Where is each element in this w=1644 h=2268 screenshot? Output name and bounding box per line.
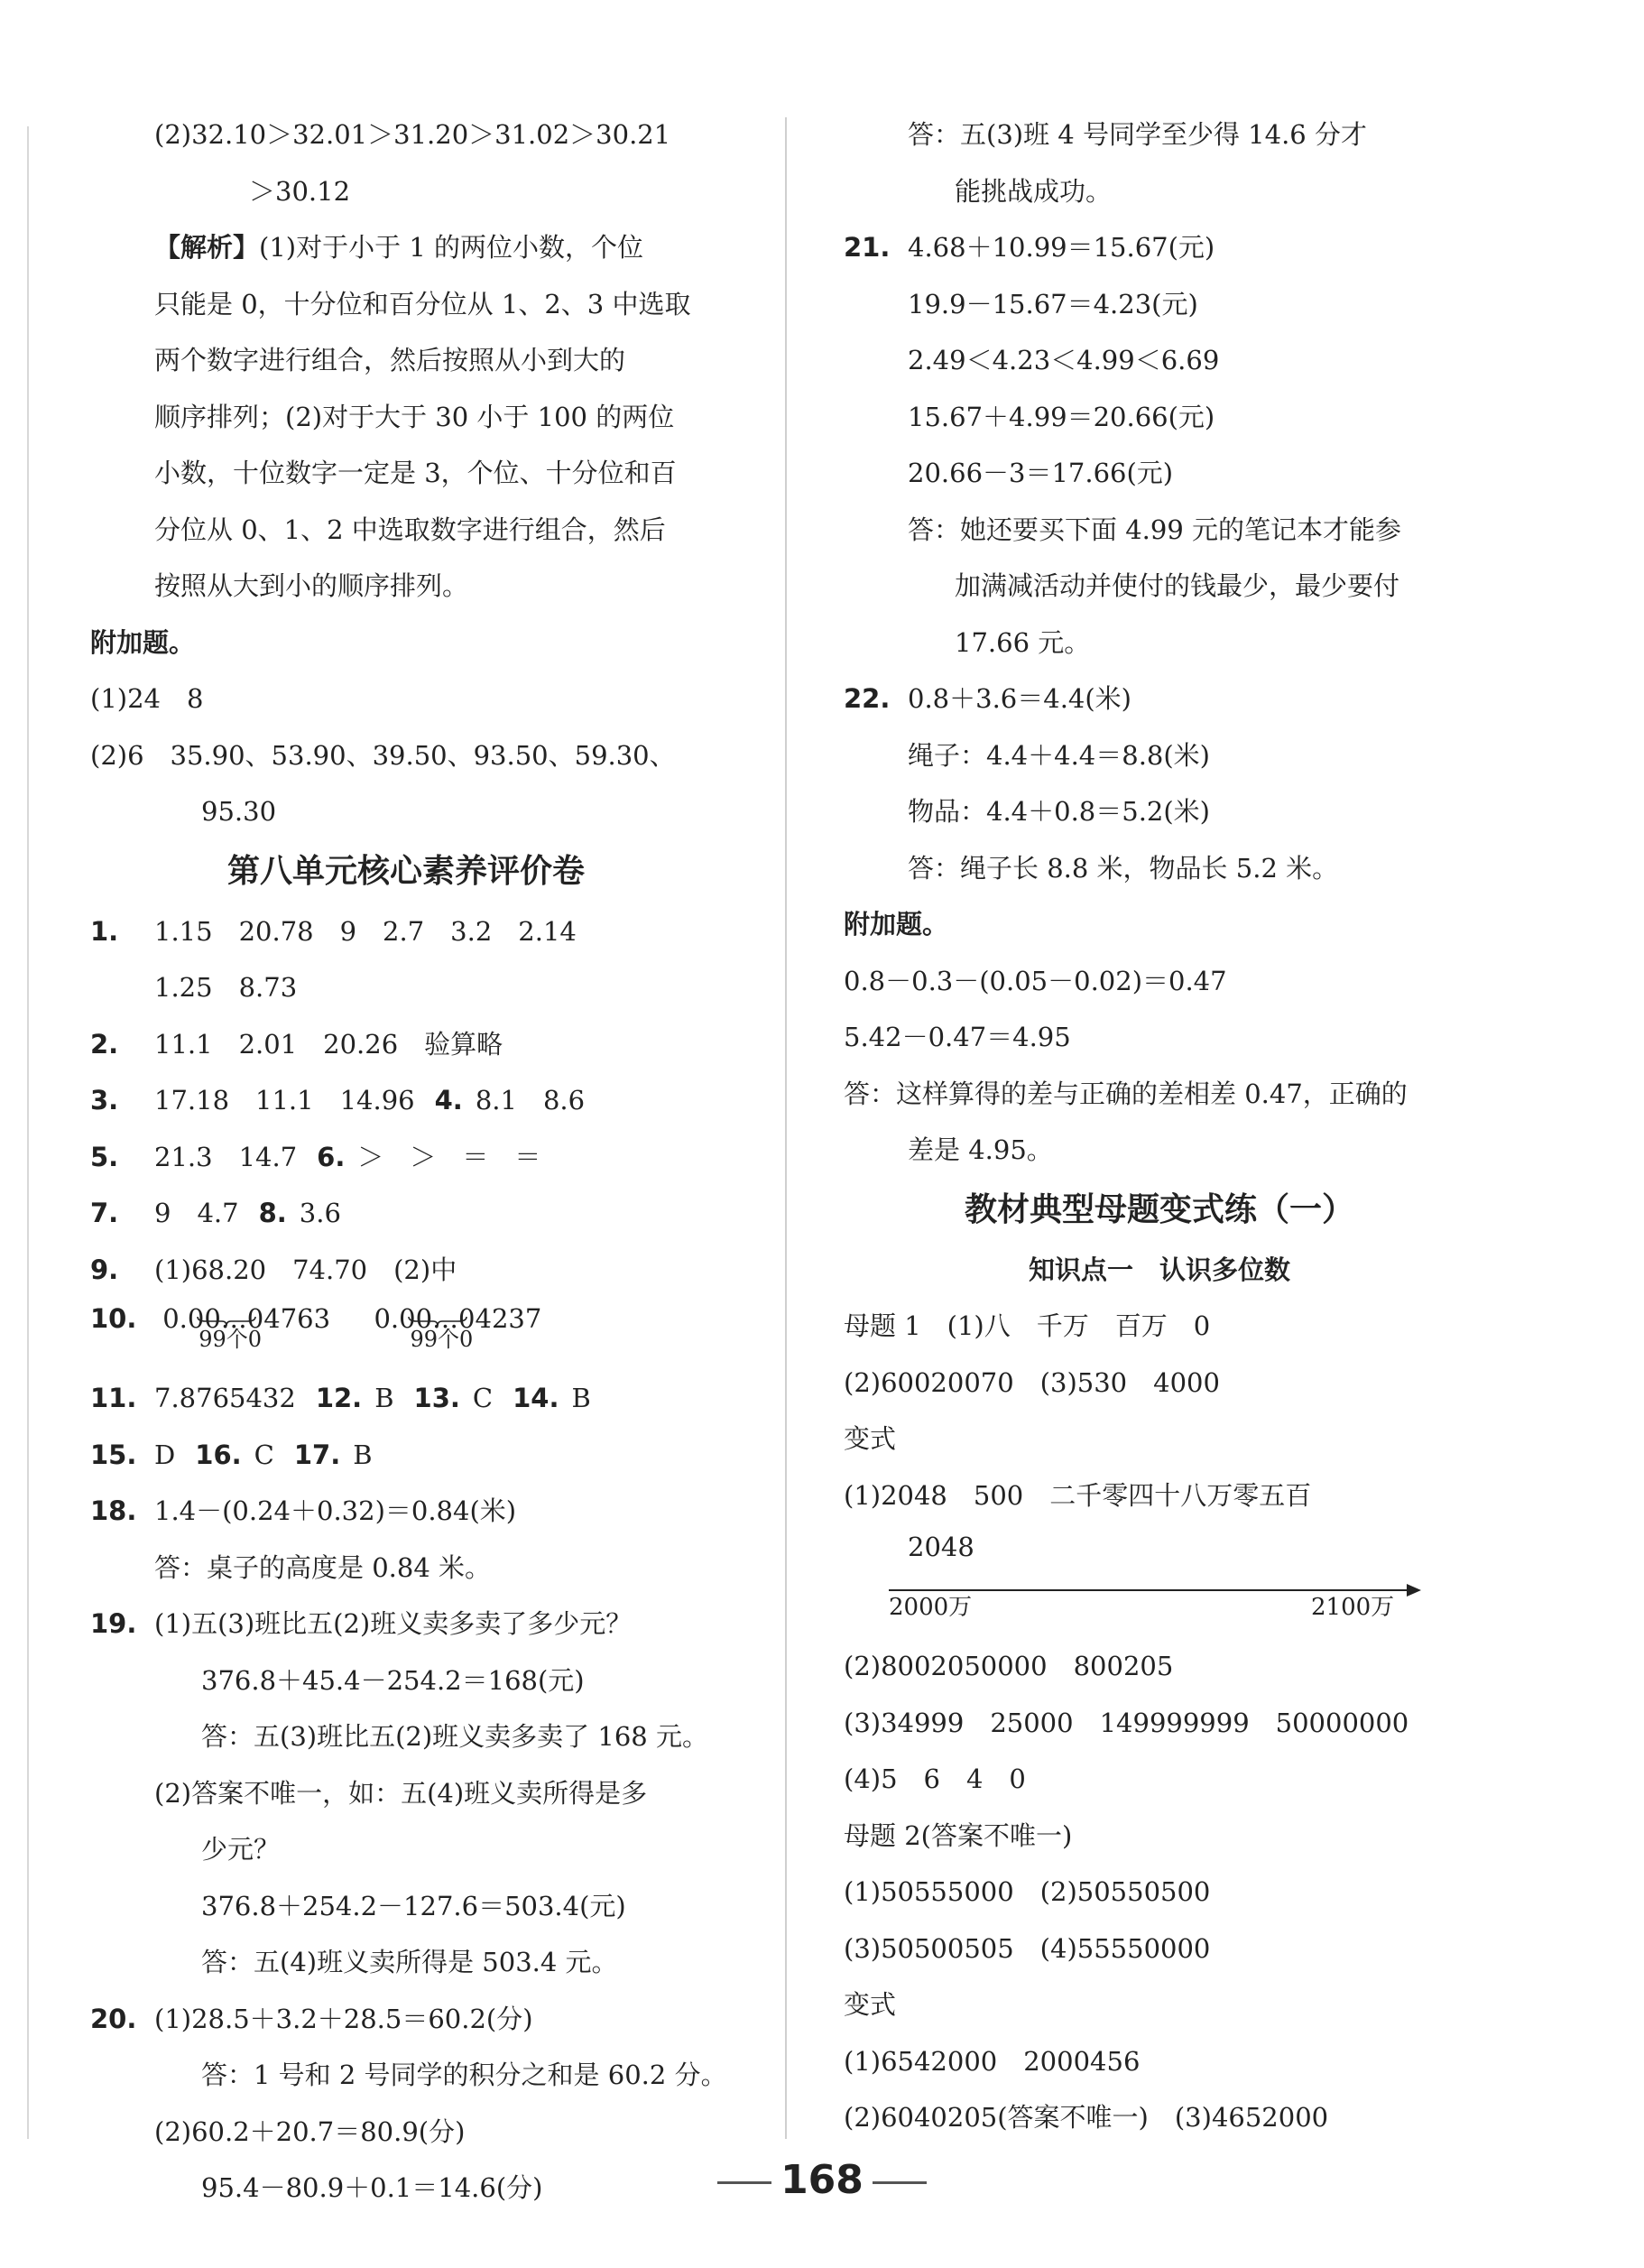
- question-9: [90, 1242, 722, 1299]
- question-number: 12.: [315, 1383, 363, 1413]
- answer-line: 答：这样算得的差与正确的差相差 0.47，正确的: [844, 1078, 1408, 1109]
- question-19: [90, 1596, 722, 1652]
- number-line-left-label: 2000万: [889, 1594, 973, 1621]
- answer-text: ＞ ＞ ＝ ＝: [357, 1141, 541, 1172]
- underbrace-icon: [197, 1316, 256, 1327]
- analysis-line: 只能是 0，十分位和百分位从 1、2、3 中选取: [154, 288, 691, 319]
- arrow-head-icon: [1407, 1584, 1421, 1597]
- variant-label: 变式: [844, 1989, 897, 2020]
- answer-line: 1.25 8.73: [154, 972, 298, 1003]
- answer-line: 绳子：4.4＋4.4＝8.8(米): [908, 739, 1210, 771]
- analysis-line: 按照从大到小的顺序排列。: [154, 570, 469, 601]
- question-number: 18.: [90, 1495, 137, 1526]
- answer-text: 7.8765432: [154, 1383, 296, 1413]
- answer-line: 95.4－80.9＋0.1＝14.6(分): [201, 2172, 543, 2203]
- answer-line: 差是 4.95。: [908, 1134, 1053, 1165]
- answer-line: (2)6040205(答案不唯一) (3)4652000: [844, 2102, 1329, 2133]
- question-number: 7.: [90, 1198, 119, 1228]
- answer-line: (2)60.2＋20.7＝80.9(分): [154, 2115, 466, 2147]
- answer-line: 答：五(3)班比五(2)班义卖多卖了 168 元。: [201, 1721, 708, 1752]
- answer-line: ＞30.12: [249, 175, 351, 207]
- answer-line: 答：1 号和 2 号同学的积分之和是 60.2 分。: [201, 2060, 727, 2090]
- analysis-line: [90, 219, 722, 276]
- answer-text: 1.15 20.78 9 2.7 3.2 2.14: [154, 915, 577, 947]
- question-number: 11.: [90, 1383, 137, 1413]
- question-number: 3.: [90, 1085, 119, 1115]
- question-21: [844, 219, 1475, 276]
- column-divider: [785, 117, 787, 2139]
- answer-line: 答：五(3)班 4 号同学至少得 14.6 分才: [908, 119, 1367, 150]
- answer-text: C: [472, 1383, 494, 1413]
- section-title: 第八单元核心素养评价卷: [226, 852, 585, 890]
- question-number: 8.: [258, 1198, 287, 1228]
- analysis-line: 分位从 0、1、2 中选取数字进行组合，然后: [154, 514, 666, 545]
- question-11-14: [90, 1370, 722, 1427]
- answer-text: 0.8＋3.6＝4.4(米): [908, 683, 1131, 714]
- answer-text: 11.1 2.01 20.26 验算略: [154, 1028, 503, 1060]
- answer-text: D: [154, 1439, 176, 1470]
- question-number: 17.: [293, 1439, 341, 1470]
- question-number: 16.: [195, 1439, 242, 1470]
- answer-text: C: [254, 1439, 274, 1470]
- answer-line: (3)34999 25000 149999999 50000000: [844, 1707, 1409, 1738]
- answer-text: 8.1 8.6: [475, 1085, 586, 1115]
- decimal-with-brace: [374, 1298, 542, 1352]
- answer-line: (2)60020070 (3)530 4000: [844, 1366, 1220, 1398]
- question-number: 4.: [434, 1085, 463, 1115]
- answer-text: 17.18 11.1 14.96: [154, 1085, 415, 1115]
- answer-text: 0.00…04237: [374, 1303, 542, 1334]
- answer-line: 2.49＜4.23＜4.99＜6.69: [908, 345, 1220, 375]
- question-18: [90, 1483, 722, 1540]
- answer-line: (4)5 6 4 0: [844, 1763, 1026, 1794]
- answer-line: 95.30: [201, 796, 277, 827]
- answer-line: 母题 1 (1)八 千万 百万 0: [844, 1310, 1211, 1341]
- answer-line: 能挑战成功。: [955, 175, 1113, 207]
- decimal-with-brace: [162, 1298, 331, 1352]
- question-number: 20.: [90, 2003, 137, 2034]
- answer-text: 21.3 14.7: [154, 1141, 298, 1172]
- answer-line: (2)32.10＞32.01＞31.20＞31.02＞30.21: [154, 119, 671, 150]
- answer-text: B: [353, 1439, 373, 1470]
- section-title: 教材典型母题变式练（一）: [964, 1190, 1354, 1228]
- answer-line: 答：绳子长 8.8 米，物品长 5.2 米。: [908, 852, 1339, 884]
- answer-line: 加满减活动并使付的钱最少，最少要付: [955, 570, 1400, 601]
- question-15-17: [90, 1427, 722, 1484]
- left-column: [90, 106, 727, 2217]
- extra-question-title: 附加题。: [844, 909, 949, 940]
- question-number: 15.: [90, 1439, 137, 1470]
- answer-text: 1.4－(0.24＋0.32)＝0.84(米): [154, 1495, 517, 1526]
- answer-line: (3)50500505 (4)55550000: [844, 1932, 1211, 1964]
- answer-line: 0.8－0.3－(0.05－0.02)＝0.47: [844, 965, 1227, 996]
- answer-text: 3.6: [299, 1198, 341, 1228]
- answer-text: (1)68.20 74.70 (2)中: [154, 1254, 457, 1285]
- brace-label: 99个0: [410, 1327, 474, 1352]
- answer-line: 17.66 元。: [955, 626, 1091, 658]
- right-column: [844, 106, 1475, 2146]
- question-2: [90, 1016, 722, 1073]
- question-number: 14.: [513, 1383, 559, 1413]
- knowledge-point-title: 知识点一 认识多位数: [1028, 1254, 1290, 1285]
- answer-line: (2)6 35.90、53.90、39.50、93.50、59.30、: [90, 739, 676, 771]
- analysis-line: 两个数字进行组合，然后按照从小到大的: [154, 345, 626, 375]
- question-number: 9.: [90, 1254, 119, 1285]
- analysis-text: (1)对于小于 1 的两位小数，个位: [259, 232, 643, 263]
- left-margin-line: [27, 126, 29, 2139]
- underbrace-icon: [408, 1316, 467, 1327]
- answer-line: (1)6542000 2000456: [844, 2045, 1141, 2077]
- answer-line: 母题 2(答案不唯一): [844, 1819, 1073, 1851]
- question-5-6: [90, 1129, 722, 1186]
- page-number-text: 168: [780, 2157, 864, 2203]
- answer-text: (1)28.5＋3.2＋28.5＝60.2(分): [154, 2003, 533, 2034]
- answer-text: 0.00…04763: [162, 1303, 331, 1334]
- question-number: 6.: [317, 1141, 346, 1172]
- answer-line: 答：桌子的高度是 0.84 米。: [154, 1551, 492, 1583]
- answer-line: (1)24 8: [90, 683, 204, 714]
- question-number: 21.: [844, 232, 891, 263]
- number-line: [844, 1570, 1475, 1638]
- answer-line: 物品：4.4＋0.8＝5.2(米): [908, 796, 1210, 827]
- answer-line: 19.9－15.67＝4.23(元): [908, 288, 1198, 319]
- answer-line: 少元？: [201, 1834, 281, 1865]
- answer-text: 4.68＋10.99＝15.67(元): [908, 232, 1215, 263]
- answer-line: 答：她还要买下面 4.99 元的笔记本才能参: [908, 514, 1402, 545]
- answer-line: 5.42－0.47＝4.95: [844, 1022, 1071, 1052]
- analysis-line: 顺序排列；(2)对于大于 30 小于 100 的两位: [154, 401, 675, 432]
- answer-line: 20.66－3＝17.66(元): [908, 458, 1174, 488]
- question-3-4: [90, 1072, 722, 1129]
- question-number: 1.: [90, 915, 119, 947]
- answer-line: (1)2048 500 二千零四十八万零五百: [844, 1479, 1312, 1511]
- brace-label: 99个0: [199, 1327, 263, 1352]
- answer-line: 376.8＋254.2－127.6＝503.4(元): [201, 1890, 626, 1921]
- question-number: 2.: [90, 1028, 119, 1060]
- answer-line: 15.67＋4.99＝20.66(元): [908, 401, 1215, 432]
- question-number: 22.: [844, 683, 891, 714]
- extra-question-title: 附加题。: [90, 626, 196, 658]
- analysis-tag: 【解析】: [154, 232, 260, 263]
- answer-line: 答：五(4)班义卖所得是 503.4 元。: [201, 1947, 618, 1977]
- question-10: [90, 1298, 722, 1370]
- answer-text: B: [374, 1383, 394, 1413]
- answer-text: (1)五(3)班比五(2)班义卖多卖了多少元？: [154, 1608, 633, 1639]
- number-line-right-label: 2100万: [1311, 1594, 1395, 1621]
- variant-label: 变式: [844, 1423, 897, 1454]
- question-7-8: [90, 1185, 722, 1242]
- analysis-line: 小数，十位数字一定是 3，个位、十分位和百: [154, 458, 677, 488]
- answer-text: 9 4.7: [154, 1198, 239, 1228]
- question-number: 10.: [90, 1303, 137, 1334]
- answer-text: B: [571, 1383, 591, 1413]
- answer-line: (2)答案不唯一，如：五(4)班义卖所得是多: [154, 1777, 648, 1809]
- number-line-label: 2048: [908, 1532, 974, 1562]
- question-20: [90, 1991, 722, 2048]
- question-number: 5.: [90, 1141, 119, 1172]
- question-number: 19.: [90, 1608, 137, 1639]
- answer-line: (1)50555000 (2)50550500: [844, 1876, 1211, 1907]
- question-number: 13.: [413, 1383, 460, 1413]
- question-1: [90, 903, 722, 960]
- answer-line: 376.8＋45.4－254.2＝168(元): [201, 1664, 585, 1696]
- page-number: [0, 2157, 1644, 2203]
- question-22: [844, 671, 1475, 727]
- answer-line: (2)8002050000 800205: [844, 1651, 1174, 1681]
